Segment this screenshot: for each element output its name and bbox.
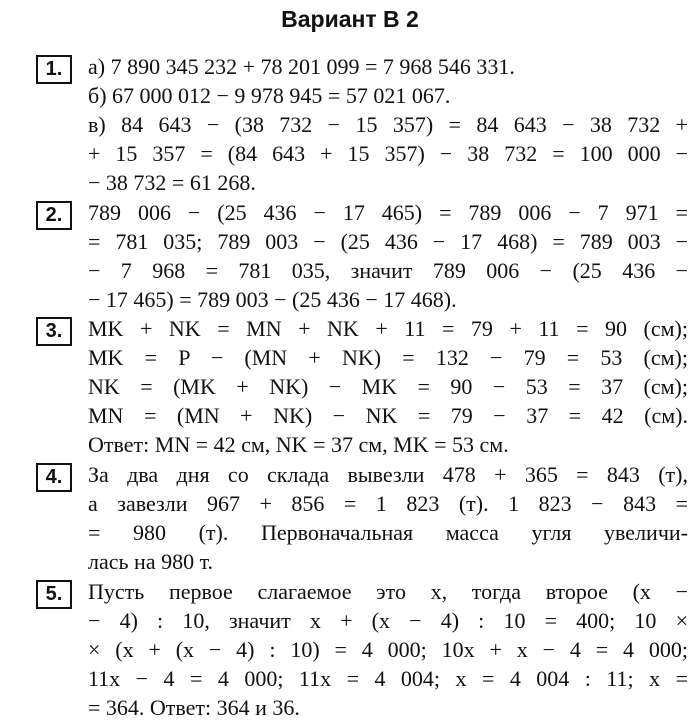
task-line: а) 7 890 345 232 + 78 201 099 = 7 968 546 331. <box>88 54 515 79</box>
task-body <box>88 577 688 722</box>
task-line: За два дня со склада вывезли 478 + 365 = 843 (т), <box>88 462 688 487</box>
task-line: MN = (MN + NK) − NK = 79 − 37 = 42 (см). <box>88 403 688 428</box>
task-line: в) 84 643 − (38 732 − 15 357) = 84 643 − 38 732 + <box>88 112 688 137</box>
task-line: 789 006 − (25 436 − 17 465) = 789 006 − 7 971 = <box>88 200 688 225</box>
task-line: − 38 732 = 61 268. <box>88 170 256 195</box>
page-title: Вариант В 2 <box>281 6 419 32</box>
task-line: Ответ: MN = 42 см, NK = 37 см, MK = 53 см. <box>88 432 509 457</box>
task-line: Пусть первое слагаемое это x, тогда второе (x − <box>88 579 688 604</box>
task-body <box>88 314 688 459</box>
task-body <box>88 52 688 197</box>
task-line: − 7 968 = 781 035, значит 789 006 − (25 436 − <box>88 258 688 283</box>
task-number: 5. <box>36 580 72 609</box>
task-line: а завезли 967 + 856 = 1 823 (т). 1 823 − 843 = <box>88 491 688 516</box>
task-line: б) 67 000 012 − 9 978 945 = 57 021 067. <box>88 83 451 108</box>
task-line: − 17 465) = 789 003 − (25 436 − 17 468). <box>88 287 457 312</box>
task-number: 4. <box>36 463 72 492</box>
task-line: − 4) : 10, значит x + (x − 4) : 10 = 400; 10 × <box>88 608 688 633</box>
task-body <box>88 198 688 314</box>
task-line: = 781 035; 789 003 − (25 436 − 17 468) = 789 003 − <box>88 229 688 254</box>
task-number: 2. <box>36 201 72 230</box>
task-line: лась на 980 т. <box>88 549 214 574</box>
task-line: = 364. Ответ: 364 и 36. <box>88 695 300 720</box>
task-line: 11x − 4 = 4 000; 11x = 4 004; x = 4 004 : 11; x = <box>88 666 688 691</box>
task-body <box>88 460 688 576</box>
task-line: + 15 357 = (84 643 + 15 357) − 38 732 = 100 000 − <box>88 141 688 166</box>
task-line: MK + NK = MN + NK + 11 = 79 + 11 = 90 (см); <box>88 316 688 341</box>
task-number: 1. <box>36 55 72 84</box>
task-line: = 980 (т). Первоначальная масса угля увеличи- <box>88 520 688 545</box>
task-line: MK = P − (MN + NK) = 132 − 79 = 53 (см); <box>88 345 688 370</box>
task-line: × (x + (x − 4) : 10) = 4 000; 10x + x − 4 = 4 000; <box>88 637 688 662</box>
task-number: 3. <box>36 317 72 346</box>
task-line: NK = (MK + NK) − MK = 90 − 53 = 37 (см); <box>88 374 688 399</box>
